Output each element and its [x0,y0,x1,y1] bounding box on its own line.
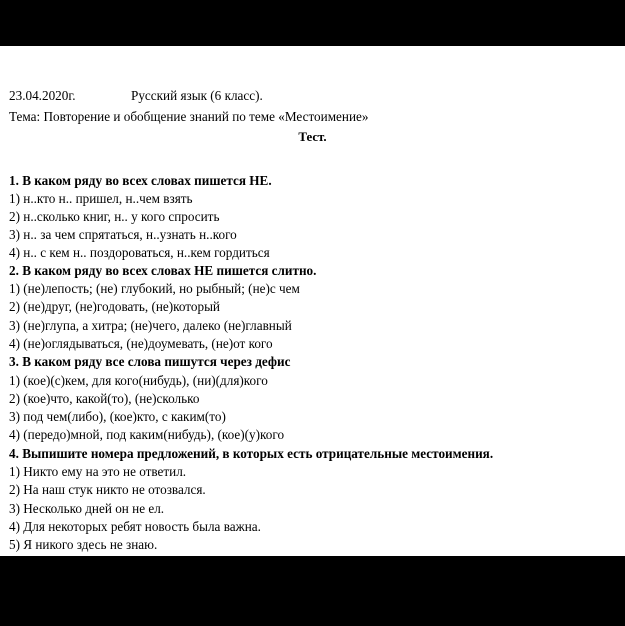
question-1-option-4: 4) н.. с кем н.. поздороваться, н..кем гордиться [9,245,270,260]
question-2-title: 2. В каком ряду во всех словах НЕ пишется слитно. [9,263,317,278]
question-2-option-4: 4) (не)оглядываться, (не)доумевать, (не)от кого [9,336,273,351]
document-topic: Тема: Повторение и обобщение знаний по теме «Местоимение» [9,109,369,124]
question-3-option-1: 1) (кое)(с)кем, для кого(нибудь), (ни)(для)кого [9,373,268,388]
question-4-title: 4. Выпишите номера предложений, в которых есть отрицательные местоимения. [9,446,494,461]
question-3-option-2: 2) (кое)что, какой(то), (не)сколько [9,391,200,406]
document-date: 23.04.2020г. [9,88,76,103]
document-subject: Русский язык (6 класс). [131,88,263,103]
question-1-option-3: 3) н.. за чем спрятаться, н..узнать н..кого [9,227,237,242]
question-3-option-3: 3) под чем(либо), (кое)кто, с каким(то) [9,409,226,424]
document-page [0,46,625,556]
question-4-option-4: 4) Для некоторых ребят новость была важна. [9,519,261,534]
question-2-option-3: 3) (не)глупа, а хитра; (не)чего, далеко (не)главный [9,318,292,333]
question-1-title: 1. В каком ряду во всех словах пишется НЕ. [9,173,272,188]
question-1-option-1: 1) н..кто н.. пришел, н..чем взять [9,191,193,206]
question-2-option-2: 2) (не)друг, (не)годовать, (не)который [9,299,220,314]
question-1-option-2: 2) н..сколько книг, н.. у кого спросить [9,209,220,224]
question-4-option-2: 2) На наш стук никто не отозвался. [9,482,206,497]
question-3-option-4: 4) (передо)мной, под каким(нибудь), (кое)(у)кого [9,427,285,442]
test-title: Тест. [298,129,327,144]
question-3-title: 3. В каком ряду все слова пишутся через дефис [9,354,291,369]
question-4-option-1: 1) Никто ему на это не ответил. [9,464,187,479]
question-4-option-3: 3) Несколько дней он не ел. [9,501,165,516]
question-2-option-1: 1) (не)лепость; (не) глубокий, но рыбный; (не)с чем [9,281,300,296]
question-4-option-5: 5) Я никого здесь не знаю. [9,537,158,552]
